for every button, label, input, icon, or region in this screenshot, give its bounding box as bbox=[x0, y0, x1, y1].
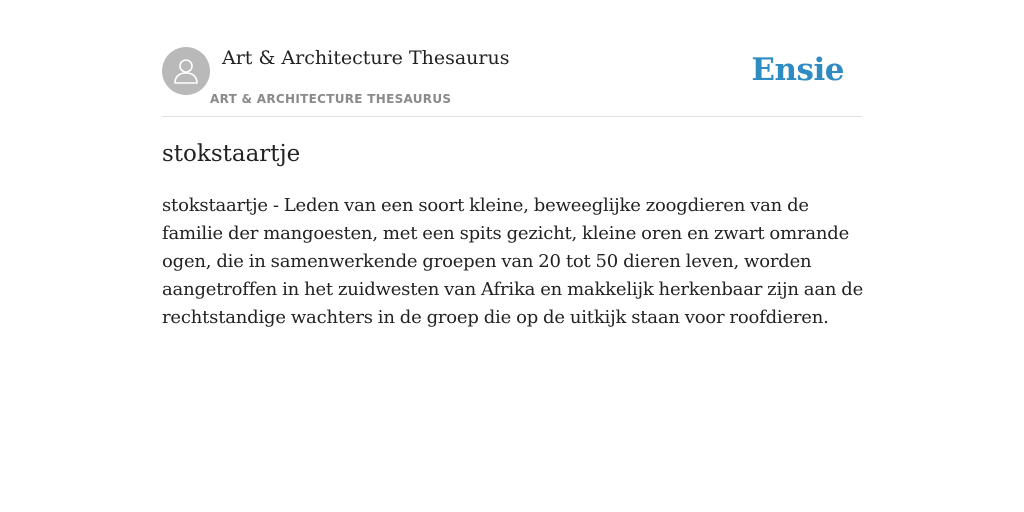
author-name-link[interactable]: Art & Architecture Thesaurus bbox=[222, 47, 510, 69]
author-avatar[interactable] bbox=[162, 47, 210, 95]
entry-title: stokstaartje bbox=[162, 141, 301, 167]
user-icon bbox=[171, 56, 201, 86]
entry-definition: stokstaartje - Leden van een soort kleine, beweeglijke zoogdieren van de familie der mangoesten, met een spits gezicht, kleine oren en zwart omrande ogen, die in samenwerkende groepen van 20 tot 50 dieren leven, worden aangetroffen in het zuidwesten van Afrika en makkelijk herkenbaar zijn aan de rechtstandige wachters in de groep die op de uitkijk staan voor roofdieren. bbox=[162, 195, 864, 328]
brand-logo-link[interactable]: Ensie bbox=[751, 52, 844, 88]
author-source-label: ART & ARCHITECTURE THESAURUS bbox=[210, 92, 452, 106]
entry-header bbox=[162, 46, 862, 117]
